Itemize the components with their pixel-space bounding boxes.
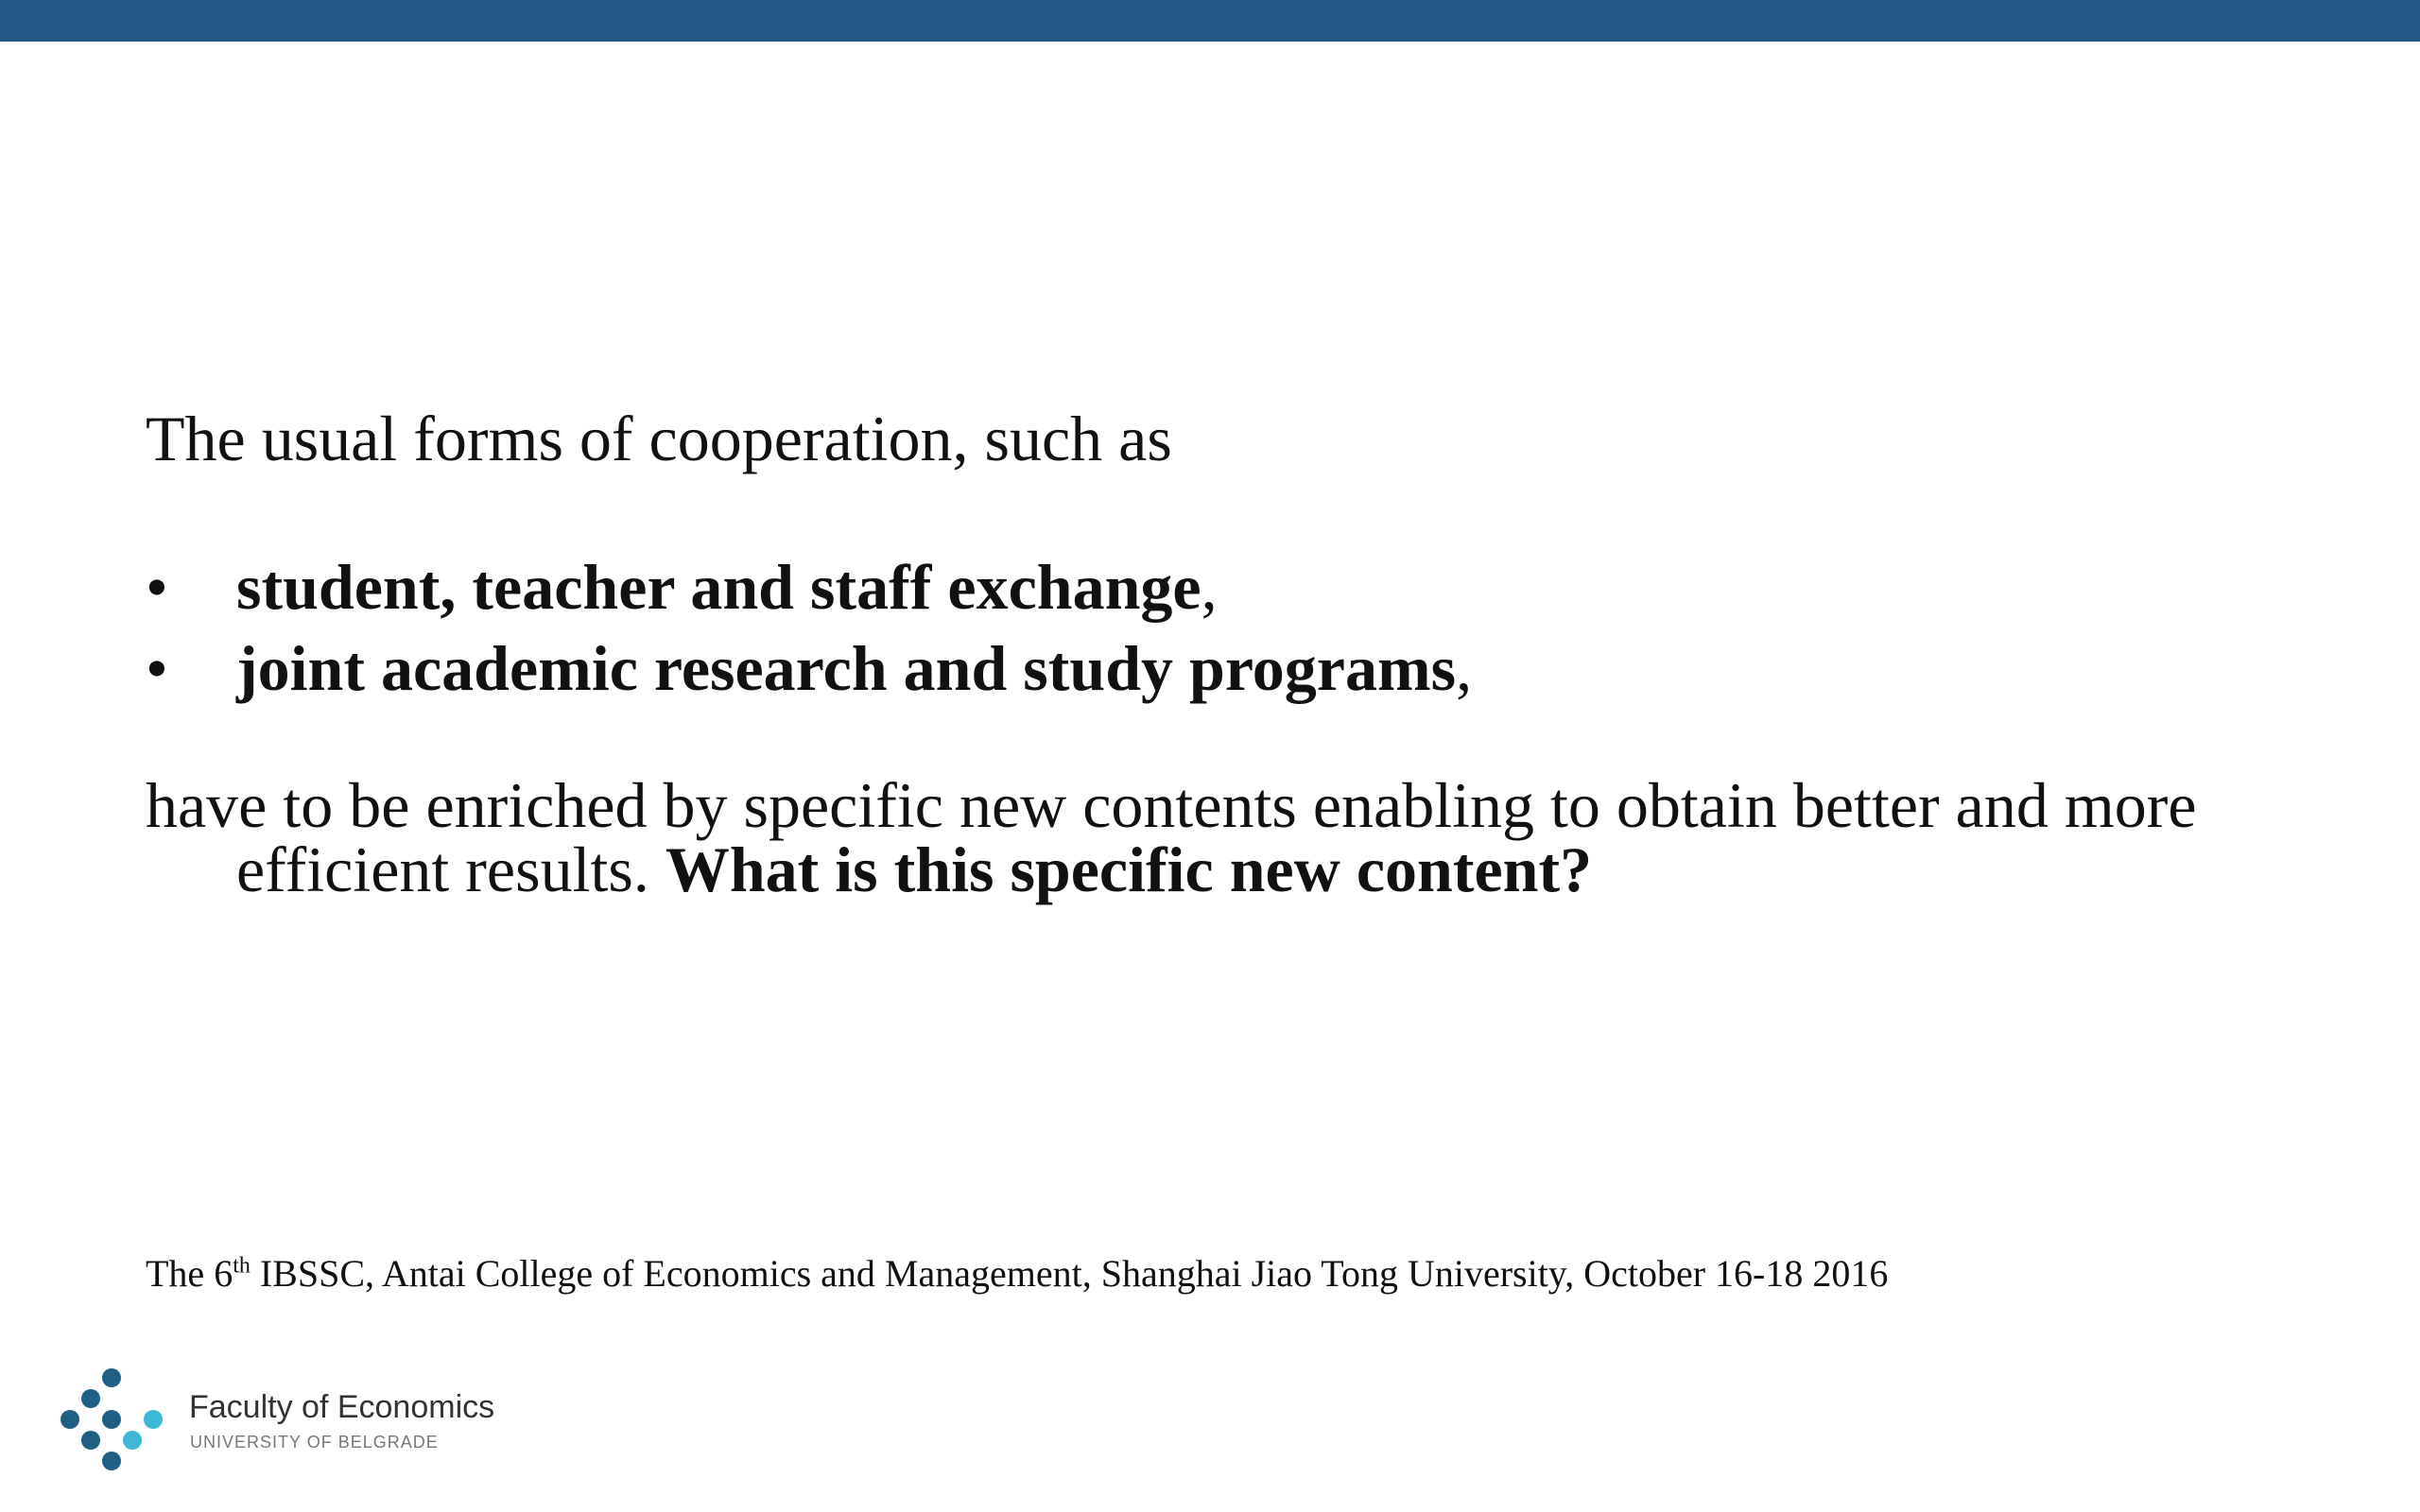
top-bar [0,0,2420,42]
dots-cluster-icon [57,1365,170,1478]
bullet-bold-text: student, teacher and staff exchange [236,551,1201,623]
bullet-dot-icon: • [146,551,168,623]
bullet-tail-text: , [1201,551,1218,623]
footer-citation [146,1251,1888,1297]
bullet-item [146,627,2320,709]
footer-superscript: th [233,1253,251,1279]
bullet-dot-icon: • [146,632,168,704]
footer-rest: IBSSC, Antai College of Economics and Management, Shanghai Jiao Tong University, October 16-18 2016 [250,1252,1889,1295]
bullet-item [146,546,2320,627]
intro-text: The usual forms of cooperation, such as [146,403,1172,474]
bullet-bold-text: joint academic research and study programs [236,632,1457,704]
footer-prefix: The 6 [146,1252,233,1295]
slide-body [146,397,2320,905]
bullet-tail-text: , [1456,632,1473,704]
logo-subtitle: UNIVERSITY OF BELGRADE [190,1433,439,1452]
closing-question: What is this specific new content? [665,833,1593,905]
faculty-logo [57,1365,548,1478]
closing-paragraph [146,769,2320,905]
logo-name: Faculty of Economics [189,1389,495,1425]
closing-regular-text: have to be enriched by specific new contents enabling to obtain better and more efficient results. [146,769,2197,905]
bullet-list [146,546,2320,709]
